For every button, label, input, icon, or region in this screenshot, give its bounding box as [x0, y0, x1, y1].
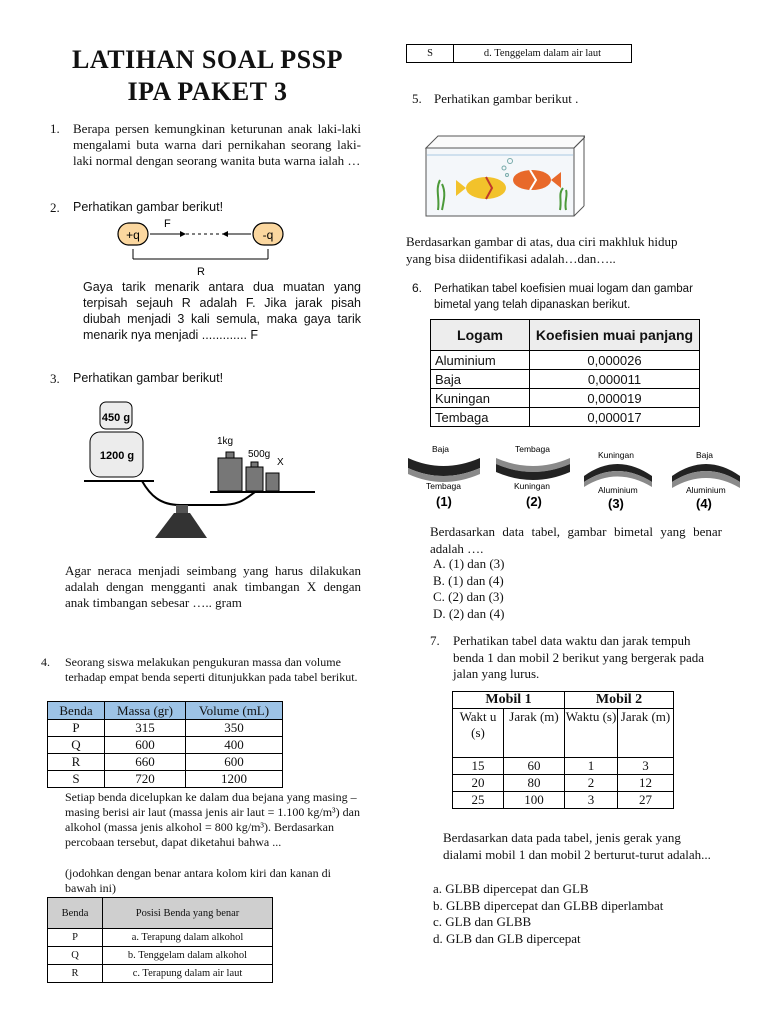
balance-pivot	[176, 505, 188, 513]
q7-options	[433, 881, 663, 947]
bimetal-3-top-label: Kuningan	[598, 450, 634, 460]
weight-1200-label: 1200 g	[99, 450, 135, 462]
bimetal-4-bottom-label: Aluminium	[686, 485, 726, 495]
cell: S	[48, 771, 105, 788]
q6-number: 6.	[412, 281, 423, 295]
cell: 660	[105, 754, 186, 771]
cell: Q	[48, 737, 105, 754]
bimetal-2	[496, 444, 570, 509]
cell: 15	[453, 758, 504, 775]
cell: 80	[504, 775, 565, 792]
cell: 600	[186, 754, 283, 771]
q1-number: 1.	[50, 121, 60, 136]
table-header-row	[48, 898, 273, 929]
balance-base	[155, 513, 207, 538]
bimetal-1-number: (1)	[436, 494, 452, 509]
q5-number: 5.	[412, 91, 422, 106]
cell: 720	[105, 771, 186, 788]
cell: Baja	[431, 370, 530, 389]
cell: 1	[565, 758, 618, 775]
option-c[interactable]: C. (2) dan (3)	[433, 589, 504, 604]
cell: R	[48, 754, 105, 771]
table-row	[407, 45, 632, 63]
q1-text: Berapa persen kemungkinan keturunan anak laki-laki mengalami buta warna dari pernikahan seorang laki-laki normal dengan seorang wanita buta warna ialah …	[73, 121, 361, 168]
option-b[interactable]: b. GLBB dipercepat dan GLBB diperlambat	[433, 897, 664, 913]
cell: Tembaga	[431, 408, 530, 427]
cell: Kuningan	[431, 389, 530, 408]
charges-diagram	[110, 215, 300, 277]
arrow-head-left-icon	[222, 231, 228, 237]
bimetal-diagram	[400, 436, 745, 516]
cell: 315	[105, 720, 186, 737]
cell: 2	[565, 775, 618, 792]
q2-text: Gaya tarik menarik antara dua muatan yang terpisah sejauh R adalah F. Jika jarak pisah diubah menjadi 3 kali semula, maka gaya tarik menarik nya menjadi ............. F	[83, 280, 361, 342]
q3-intro: Perhatikan gambar berikut!	[73, 371, 224, 385]
col-header-massa: Massa (gr)	[105, 702, 186, 720]
table-row	[48, 947, 273, 965]
sub-header-waktu-2: Waktu (s)	[565, 709, 618, 758]
bimetal-3-bottom-label: Aluminium	[598, 485, 638, 495]
cell: 20	[453, 775, 504, 792]
title-line-2: IPA PAKET 3	[127, 77, 288, 106]
weight-500g	[246, 467, 263, 491]
sub-header-jarak-2: Jarak (m)	[618, 709, 674, 758]
col-header-benda: Benda	[48, 898, 103, 929]
q5-intro: Perhatikan gambar berikut .	[434, 91, 579, 106]
cell: R	[48, 965, 103, 983]
fish-yellow	[466, 177, 506, 199]
table-row	[48, 754, 283, 771]
sub-header-jarak-1: Jarak (m)	[504, 709, 565, 758]
bimetal-1-top-label: Baja	[432, 444, 450, 454]
option-b[interactable]: B. (1) dan (4)	[433, 572, 504, 588]
water-surface	[427, 154, 573, 156]
cell: 3	[565, 792, 618, 809]
cell: b. Tenggelam dalam alkohol	[103, 947, 273, 965]
page-title	[40, 44, 375, 108]
table-row	[48, 720, 283, 737]
cell: 0,000026	[530, 351, 700, 370]
q2-number: 2.	[50, 200, 60, 215]
q7-text: Berdasarkan data pada tabel, jenis gerak yang dialami mobil 1 dan mobil 2 berturut-turut adalah...	[443, 830, 711, 862]
bimetal-4-number: (4)	[696, 496, 712, 511]
bimetal-2-top-label: Tembaga	[515, 444, 550, 454]
distance-label: R	[197, 266, 205, 277]
col-header-mobil-2: Mobil 2	[565, 692, 674, 709]
bimetal-2-bottom-label: Kuningan	[514, 481, 550, 491]
weight-1kg-handle	[226, 452, 234, 458]
cell: 1200	[186, 771, 283, 788]
q4-matching-table	[47, 897, 273, 983]
bimetal-4	[672, 450, 740, 511]
option-c[interactable]: c. GLB dan GLBB	[433, 914, 532, 929]
cell: Aluminium	[431, 351, 530, 370]
table-header-row	[48, 702, 283, 720]
table-row	[431, 370, 700, 389]
q3-number: 3.	[50, 371, 60, 386]
table-row	[48, 737, 283, 754]
cell: 350	[186, 720, 283, 737]
sub-header-waktu-1: Wakt u (s)	[453, 709, 504, 758]
balance-diagram	[80, 395, 350, 540]
cell: P	[48, 720, 105, 737]
q2-intro: Perhatikan gambar berikut!	[73, 200, 224, 214]
table-row	[431, 408, 700, 427]
q7-number: 7.	[430, 633, 440, 648]
aquarium-edge	[574, 206, 584, 216]
cell: 25	[453, 792, 504, 809]
col-header-koefisien: Koefisien muai panjang	[530, 320, 700, 351]
q4-mass-table	[47, 701, 283, 788]
bimetal-3-number: (3)	[608, 496, 624, 511]
q4-text: Setiap benda dicelupkan ke dalam dua bejana yang masing – masing berisi air laut (massa jenis air laut = 1.100 kg/m³) dan alkohol (massa jenis alkohol = 800 kg/m³). Berdasarkan percobaan tersebut, dapat diketahui bahwa ...	[65, 790, 360, 849]
table-row	[48, 771, 283, 788]
bimetal-1	[408, 444, 480, 509]
q4-number: 4.	[41, 655, 50, 669]
cell: 100	[504, 792, 565, 809]
bimetal-1-bottom-label: Tembaga	[426, 481, 461, 491]
cell: 3	[618, 758, 674, 775]
bimetal-4-top-label: Baja	[696, 450, 714, 460]
arrow-head-right-icon	[180, 231, 186, 237]
left-charge-label: +q	[126, 228, 140, 242]
weight-450-label: 450 g	[101, 412, 131, 424]
cell: c. Terapung dalam air laut	[103, 965, 273, 983]
table-row	[453, 792, 674, 809]
q7-motion-table	[452, 691, 674, 809]
cell: 600	[105, 737, 186, 754]
col-header-posisi: Posisi Benda yang benar	[103, 898, 273, 929]
table-row	[431, 351, 700, 370]
col-header-logam: Logam	[431, 320, 530, 351]
cell: Q	[48, 947, 103, 965]
cell: S	[407, 45, 454, 63]
cell: P	[48, 929, 103, 947]
aquarium-image	[420, 128, 585, 220]
table-row	[453, 775, 674, 792]
q4-matching-table-continued	[406, 44, 632, 63]
col-header-volume: Volume (mL)	[186, 702, 283, 720]
q4-intro: Seorang siswa melakukan pengukuran massa dan volume terhadap empat benda seperti ditunjukkan pada tabel berikut.	[65, 655, 358, 684]
aquarium-top	[426, 136, 585, 148]
option-a[interactable]: a. GLBB dipercepat dan GLB	[433, 881, 589, 896]
option-d[interactable]: d. GLB dan GLB dipercepat	[433, 930, 581, 946]
col-header-benda: Benda	[48, 702, 105, 720]
right-charge-label: -q	[262, 228, 274, 242]
cell: 12	[618, 775, 674, 792]
table-row	[453, 758, 674, 775]
q7-intro: Perhatikan tabel data waktu dan jarak tempuh benda 1 dan mobil 2 berikut yang bergerak pada jalan yang lurus.	[453, 633, 705, 681]
title-line-1: LATIHAN SOAL PSSP	[72, 45, 343, 74]
col-header-mobil-1: Mobil 1	[453, 692, 565, 709]
option-d[interactable]: D. (2) dan (4)	[433, 605, 505, 621]
force-label: F	[164, 218, 171, 230]
q4-instruction: (jodohkan dengan benar antara kolom kiri dan kanan di bawah ini)	[65, 866, 331, 895]
q6-coefficient-table	[430, 319, 700, 427]
cell: 400	[186, 737, 283, 754]
bimetal-3	[584, 450, 652, 511]
q6-options	[433, 556, 504, 622]
weight-1kg	[218, 458, 242, 491]
table-row	[48, 965, 273, 983]
option-a[interactable]: A. (1) dan (3)	[433, 556, 505, 571]
weight-500g-handle	[251, 462, 258, 467]
cell: 0,000011	[530, 370, 700, 389]
q6-text: Berdasarkan data tabel, gambar bimetal yang benar adalah ….	[430, 524, 722, 556]
table-sub-header-row	[453, 709, 674, 758]
cell: 0,000019	[530, 389, 700, 408]
bimetal-2-number: (2)	[526, 494, 542, 509]
cell: a. Terapung dalam alkohol	[103, 929, 273, 947]
weight-500g-label: 500g	[248, 449, 271, 460]
cell: 60	[504, 758, 565, 775]
table-row	[48, 929, 273, 947]
weight-1kg-label: 1kg	[217, 436, 234, 447]
cell: 0,000017	[530, 408, 700, 427]
weight-x-label: X	[277, 457, 284, 468]
table-header-row	[431, 320, 700, 351]
q3-text: Agar neraca menjadi seimbang yang harus dilakukan adalah dengan mengganti anak timbangan X dengan anak timbangan sebesar ….. gram	[65, 563, 361, 610]
cell: 27	[618, 792, 674, 809]
table-group-header-row	[453, 692, 674, 709]
cell: d. Tenggelam dalam air laut	[454, 45, 632, 63]
q6-intro: Perhatikan tabel koefisien muai logam dan gambar bimetal yang telah dipanaskan berikut.	[434, 283, 693, 311]
weight-x	[266, 473, 279, 491]
table-row	[431, 389, 700, 408]
q5-text: Berdasarkan gambar di atas, dua ciri makhluk hidup yang bisa diidentifikasi adalah…dan…..	[406, 234, 678, 266]
